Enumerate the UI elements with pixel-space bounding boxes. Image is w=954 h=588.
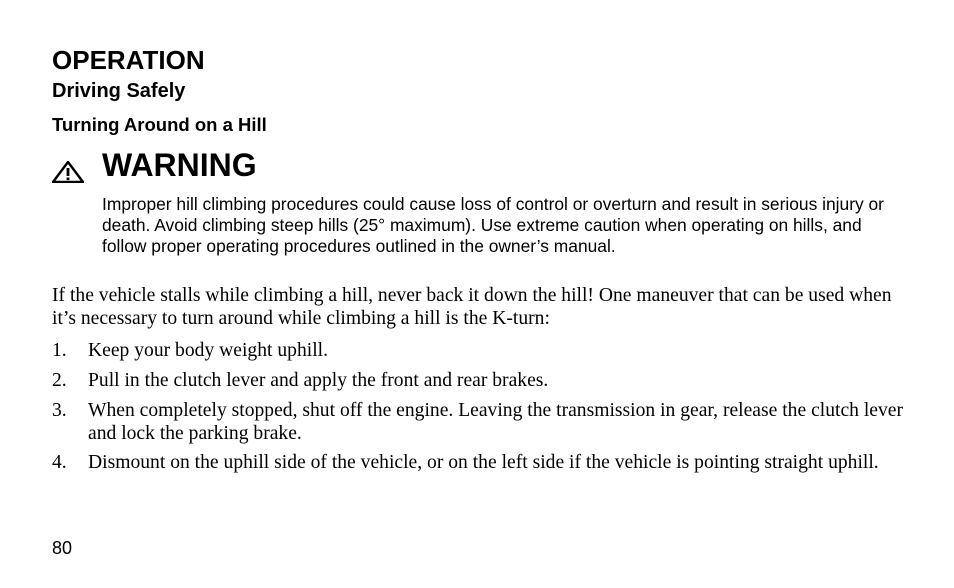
- warning-heading: WARNING: [102, 147, 257, 183]
- section-title: OPERATION: [52, 45, 205, 75]
- step-text: When completely stopped, shut off the engine. Leaving the transmission in gear, release the clutch lever and lock the parking brake.: [88, 400, 903, 444]
- step-number: 1.: [52, 340, 67, 361]
- warning-text: Improper hill climbing procedures could cause loss of control or overturn and result in serious injury or death. Avoid climbing steep hills (25° maximum). Use extreme caution when operating on hills, and follow proper operating procedures outlined in the owner’s manual.: [102, 194, 884, 256]
- topic-title: Turning Around on a Hill: [52, 114, 267, 135]
- step-text: Pull in the clutch lever and apply the front and rear brakes.: [88, 370, 549, 391]
- subsection-title: Driving Safely: [52, 80, 186, 102]
- step-number: 3.: [52, 400, 67, 421]
- page-number: 80: [52, 538, 73, 558]
- step-number: 2.: [52, 370, 67, 391]
- step-number: 4.: [52, 452, 67, 473]
- warning-triangle-icon: [52, 161, 84, 183]
- intro-paragraph: If the vehicle stalls while climbing a hill, never back it down the hill! One maneuver that can be used when it’s necessary to turn around while climbing a hill is the K-turn:: [52, 285, 892, 329]
- step-text: Keep your body weight uphill.: [88, 340, 328, 361]
- step-text: Dismount on the uphill side of the vehicle, or on the left side if the vehicle is pointing straight uphill.: [88, 452, 879, 473]
